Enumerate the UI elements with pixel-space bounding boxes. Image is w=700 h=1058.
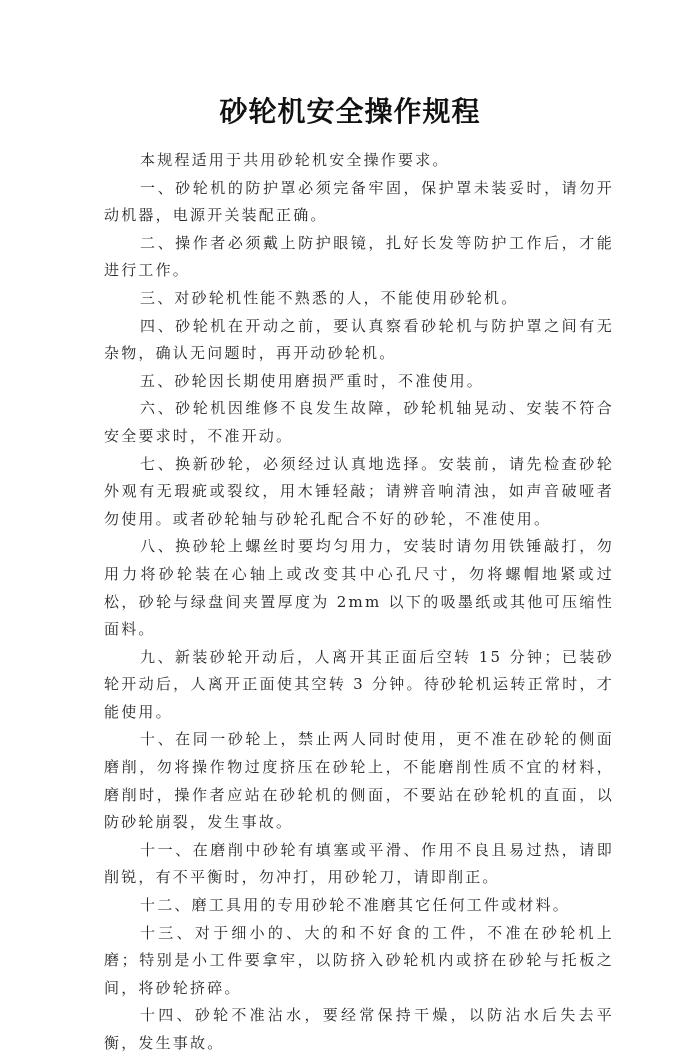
paragraph-rule-13: 十三、对于细小的、大的和不好食的工件，不准在砂轮机上磨；特别是小工件要拿牢，以防挤入砂轮机内或挤在砂轮与托板之间，将砂轮挤碎。: [104, 923, 614, 997]
paragraph-rule-5: 五、砂轮因长期使用磨损严重时，不准使用。: [140, 371, 485, 390]
paragraph-rule-2: 二、操作者必须戴上防护眼镜，扎好长发等防护工作后，才能进行工作。: [104, 233, 614, 280]
paragraph-rule-8: 八、换砂轮上螺丝时要均匀用力，安装时请勿用铁锤敲打，勿用力将砂轮装在心轴上或改变其中心孔尺寸，勿将螺帽地紧或过松，砂轮与绿盘间夹置厚度为 2mm 以下的吸墨纸或其他可压缩性面料。: [104, 537, 614, 639]
paragraph-intro: 本规程适用于共用砂轮机安全操作要求。: [140, 151, 450, 169]
paragraph-rule-4: 四、砂轮机在开动之前，要认真察看砂轮机与防护罩之间有无杂物，确认无问题时，再开动砂轮机。: [104, 316, 614, 363]
paragraph-rule-12: 十二、磨工具用的专用砂轮不准磨其它任何工件或材料。: [140, 896, 571, 915]
document-title: 砂轮机安全操作规程: [219, 95, 481, 128]
document-body: [104, 147, 614, 1058]
paragraph-rule-10: 十、在同一砂轮上，禁止两人同时使用，更不准在砂轮的侧面磨削，勿将操作物过度挤压在砂轮上，不能磨削性质不宜的材料，磨削时，操作者应站在砂轮机的侧面，不要站在砂轮机的直面，以防砂轮崩裂，发生事故。: [104, 730, 614, 832]
paragraph-rule-6: 六、砂轮机因维修不良发生故障，砂轮机轴晃动、安装不符合安全要求时，不准开动。: [104, 399, 614, 445]
paragraph-rule-14: 十四、砂轮不准沾水，要经常保持干燥，以防沾水后失去平衡，发生事故。: [104, 1006, 614, 1052]
paragraph-rule-1: 一、砂轮机的防护罩必须完备牢固，保护罩未装妥时，请勿开动机器，电源开关装配正确。: [104, 178, 614, 225]
paragraph-rule-9: 九、新装砂轮开动后，人离开其正面后空转 15 分钟；已装砂轮开动后，人离开正面使其空转 3 分钟。待砂轮机运转正常时，才能使用。: [104, 647, 614, 721]
paragraph-rule-3: 三、对砂轮机性能不熟悉的人，不能使用砂轮机。: [140, 288, 519, 307]
paragraph-rule-11: 十一、在磨削中砂轮有填塞或平滑、作用不良且易过热，请即削锐，有不平衡时，勿冲打，用砂轮刀，请即削正。: [104, 840, 614, 887]
paragraph-rule-7: 七、换新砂轮，必须经过认真地选择。安装前，请先检查砂轮外观有无瑕疵或裂纹，用木锤轻敲；请辨音响清浊，如声音破哑者勿使用。或者砂轮轴与砂轮孔配合不好的砂轮，不准使用。: [104, 454, 614, 528]
